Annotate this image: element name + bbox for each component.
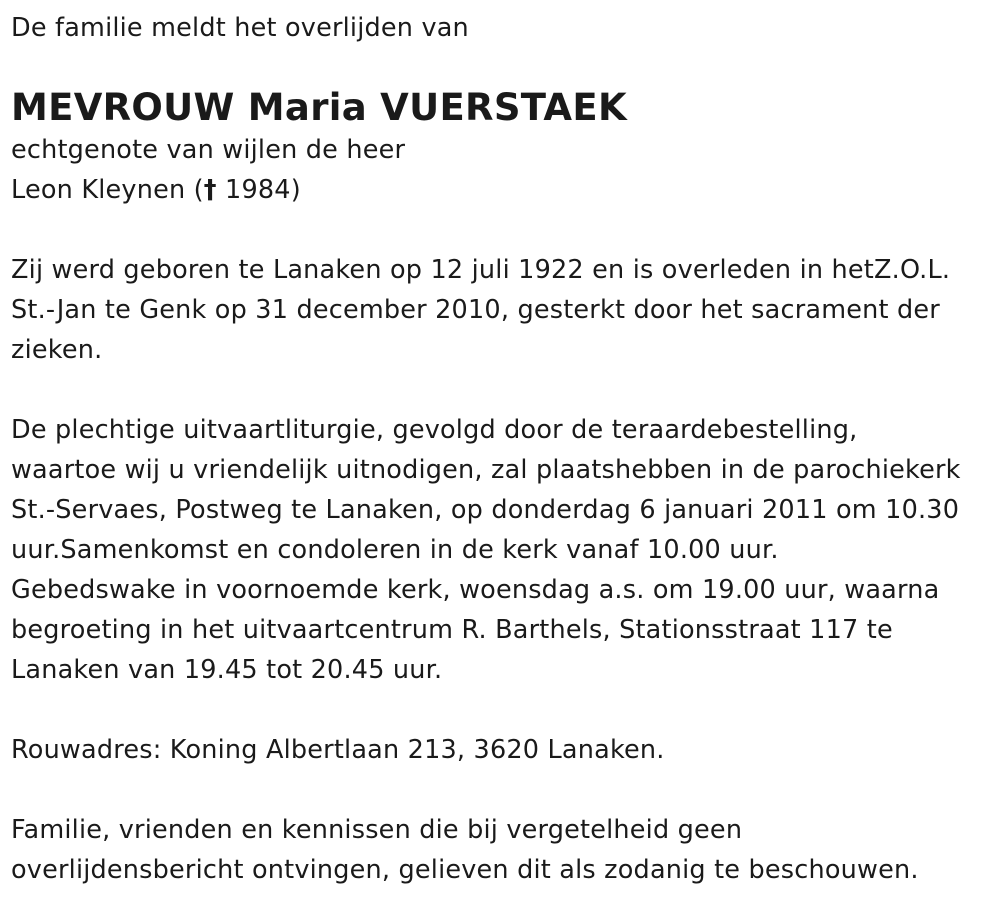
paragraph-line: Zij werd geboren te Lanaken op 12 juli 1922 en is overleden in hetZ.O.L.: [11, 255, 951, 285]
closing-paragraph: [11, 810, 991, 890]
intro-text: De familie meldt het overlijden van: [11, 13, 469, 43]
paragraph-line: Lanaken van 19.45 tot 20.45 uur.: [11, 655, 443, 685]
birth-death-paragraph: [11, 250, 991, 370]
paragraph-line: overlijdensbericht ontvingen, gelieven dit als zodanig te beschouwen.: [11, 855, 919, 885]
address-paragraph: [11, 730, 991, 770]
paragraph-line: begroeting in het uitvaartcentrum R. Barthels, Stationsstraat 117 te: [11, 615, 893, 645]
paragraph-line: De plechtige uitvaartliturgie, gevolgd door de teraardebestelling,: [11, 415, 858, 445]
death-notice: [11, 8, 991, 890]
paragraph-line: waartoe wij u vriendelijk uitnodigen, zal plaatshebben in de parochiekerk: [11, 455, 961, 485]
paragraph-line: St.-Jan te Genk op 31 december 2010, gesterkt door het sacrament der: [11, 295, 940, 325]
paragraph-line: zieken.: [11, 335, 103, 365]
cross-icon: †: [203, 175, 217, 205]
paragraph-line: Gebedswake in voornoemde kerk, woensdag a.s. om 19.00 uur, waarna: [11, 575, 940, 605]
paragraph-line: Familie, vrienden en kennissen die bij vergetelheid geen: [11, 815, 743, 845]
funeral-paragraph: [11, 410, 991, 690]
spouse-line: echtgenote van wijlen de heer: [11, 135, 406, 165]
mourning-address: Rouwadres: Koning Albertlaan 213, 3620 Lanaken.: [11, 735, 665, 765]
paragraph-line: uur.Samenkomst en condoleren in de kerk vanaf 10.00 uur.: [11, 535, 779, 565]
spouse-name-line: [11, 170, 991, 210]
deceased-name: MEVROUW Maria VUERSTAEK: [11, 86, 627, 129]
paragraph-line: St.-Servaes, Postweg te Lanaken, op donderdag 6 januari 2011 om 10.30: [11, 495, 960, 525]
spouse-block: [11, 130, 991, 210]
spouse-name: Leon Kleynen (: [11, 175, 204, 205]
spouse-death-year: 1984): [216, 175, 301, 205]
